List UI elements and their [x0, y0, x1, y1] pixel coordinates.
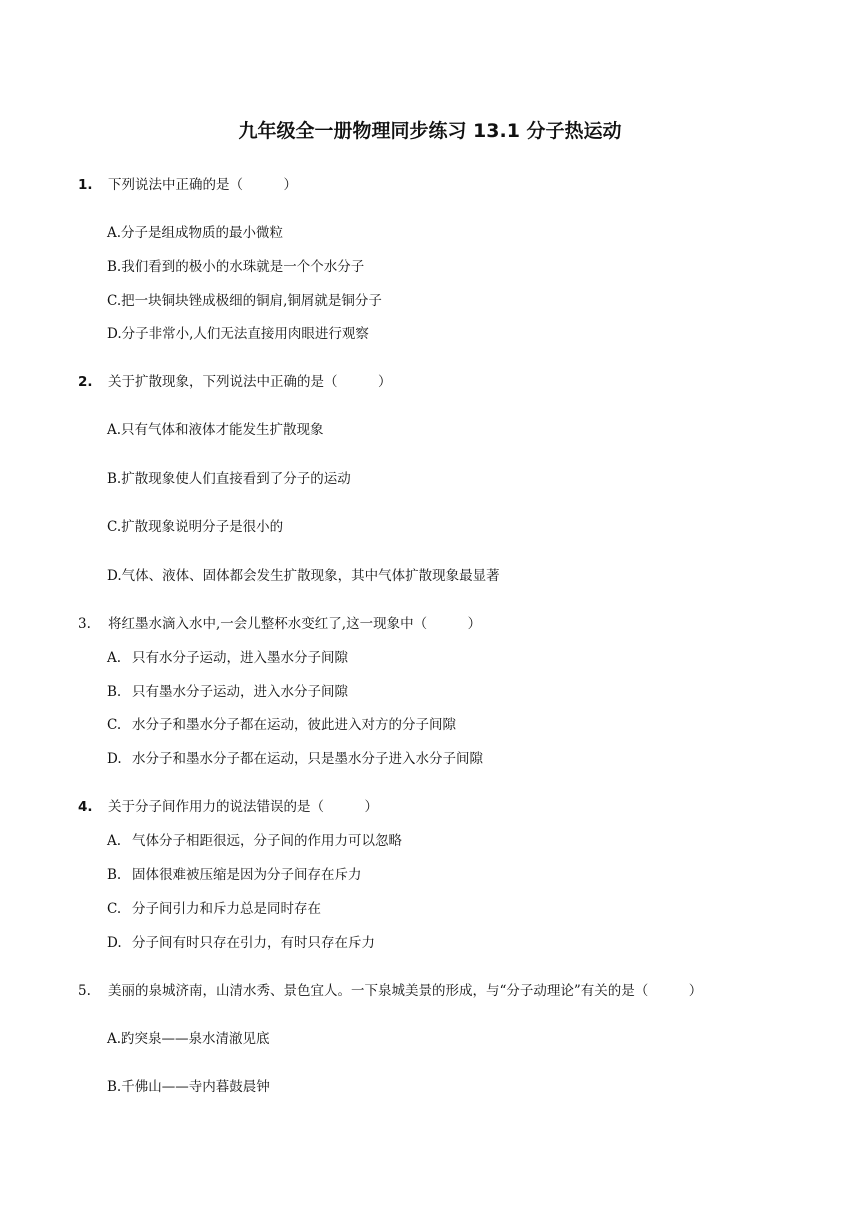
question-2-option-a	[107, 418, 324, 438]
question-1-option-b	[107, 255, 364, 275]
question-5-option-a	[107, 1027, 270, 1047]
option-letter: B.	[107, 684, 122, 700]
option-text: 气体、液体、固体都会发生扩散现象，其中气体扩散现象最显著	[121, 568, 500, 584]
option-letter: C.	[107, 901, 122, 917]
question-1-option-d	[107, 322, 369, 342]
question-number: 5.	[78, 983, 91, 999]
option-text: 分子是组成物质的最小微粒	[121, 225, 284, 241]
option-text: 只有墨水分子运动，进入水分子间隙	[132, 684, 348, 700]
option-letter: D.	[107, 935, 122, 951]
option-letter: B.	[107, 471, 122, 487]
option-letter: D.	[107, 326, 122, 342]
question-3-option-a	[107, 646, 348, 666]
option-text: 扩散现象使人们直接看到了分子的运动	[121, 471, 351, 487]
option-letter: C.	[107, 519, 122, 535]
option-text: 气体分子相距很远，分子间的作用力可以忽略	[132, 833, 402, 849]
option-letter: C.	[107, 717, 122, 733]
option-text: 固体很难被压缩是因为分子间存在斥力	[132, 867, 362, 883]
question-3-option-c	[107, 713, 456, 733]
option-letter: A.	[107, 1031, 122, 1047]
option-text: 我们看到的极小的水珠就是一个个水分子	[121, 259, 365, 275]
option-text: 分子间引力和斥力总是同时存在	[132, 901, 321, 917]
option-text: 只有水分子运动，进入墨水分子间隙	[132, 650, 348, 666]
question-5-option-b	[107, 1075, 270, 1095]
question-2	[78, 370, 392, 390]
question-4-option-b	[107, 863, 362, 883]
option-text: 水分子和墨水分子都在运动，只是墨水分子进入水分子间隙	[132, 751, 483, 767]
option-letter: B.	[107, 1079, 122, 1095]
question-4-option-c	[107, 897, 321, 917]
option-text: 分子间有时只存在引力，有时只存在斥力	[132, 935, 375, 951]
question-4-option-d	[107, 931, 375, 951]
question-number: 2.	[78, 374, 93, 390]
question-2-option-d	[107, 564, 500, 584]
option-letter: D.	[107, 751, 122, 767]
question-number: 1.	[78, 177, 93, 193]
option-letter: D.	[107, 568, 122, 584]
option-text: 扩散现象说明分子是很小的	[121, 519, 284, 535]
option-letter: A.	[107, 833, 122, 849]
question-2-option-c	[107, 515, 283, 535]
question-text: 将红墨水滴入水中,一会儿整杯水变红了,这一现象中（ ）	[108, 616, 482, 632]
question-4	[78, 795, 378, 815]
option-letter: B.	[107, 259, 122, 275]
option-letter: A.	[107, 422, 122, 438]
option-text: 分子非常小,人们无法直接用肉眼进行观察	[121, 326, 369, 342]
option-letter: A.	[107, 650, 122, 666]
question-number: 4.	[78, 799, 93, 815]
question-3-option-b	[107, 680, 348, 700]
question-2-option-b	[107, 467, 351, 487]
option-text: 千佛山——寺内暮鼓晨钟	[121, 1079, 270, 1095]
question-text: 下列说法中正确的是（ ）	[108, 177, 297, 193]
question-number: 3.	[78, 616, 91, 632]
option-text: 把一块铜块锉成极细的铜肩,铜屑就是铜分子	[121, 293, 382, 309]
question-text: 关于扩散现象，下列说法中正确的是（ ）	[108, 374, 392, 390]
question-1-option-c	[107, 289, 382, 309]
option-text: 趵突泉——泉水清澈见底	[121, 1031, 270, 1047]
question-3	[78, 612, 481, 632]
option-text: 只有气体和液体才能发生扩散现象	[121, 422, 324, 438]
option-letter: C.	[107, 293, 122, 309]
question-text: 关于分子间作用力的说法错误的是（ ）	[108, 799, 378, 815]
question-5	[78, 979, 702, 999]
question-1	[78, 173, 297, 193]
question-1-option-a	[107, 221, 283, 241]
option-text: 水分子和墨水分子都在运动，彼此进入对方的分子间隙	[132, 717, 456, 733]
option-letter: B.	[107, 867, 122, 883]
question-4-option-a	[107, 829, 402, 849]
question-3-option-d	[107, 747, 483, 767]
page-title: 九年级全一册物理同步练习 13.1 分子热运动	[238, 120, 622, 142]
option-letter: A.	[107, 225, 122, 241]
question-text: 美丽的泉城济南，山清水秀、景色宜人。一下泉城美景的形成，与“分子动理论”有关的是（ ）	[108, 983, 703, 999]
